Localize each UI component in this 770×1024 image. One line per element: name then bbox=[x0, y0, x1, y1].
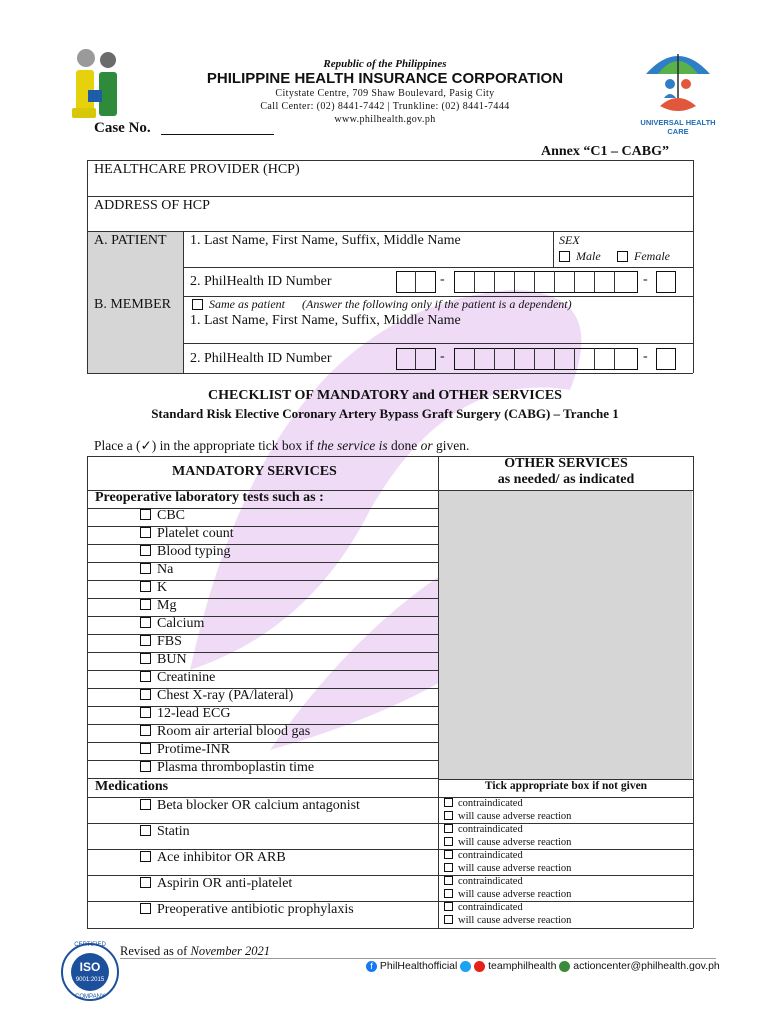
checkbox[interactable] bbox=[444, 915, 453, 924]
list-item[interactable]: Na bbox=[140, 562, 173, 578]
list-item[interactable]: Aspirin OR anti-platelet bbox=[140, 876, 292, 892]
checkbox[interactable] bbox=[140, 527, 151, 538]
hcp-field[interactable] bbox=[330, 162, 690, 194]
id-dash: - bbox=[643, 349, 648, 364]
patient-id-label: 2. PhilHealth ID Number bbox=[190, 274, 332, 289]
social-links bbox=[366, 960, 720, 972]
female-label: Female bbox=[634, 249, 670, 263]
iso-company-text: COMPANY bbox=[75, 994, 105, 1000]
checkbox[interactable] bbox=[444, 889, 453, 898]
reason-adverse-reaction[interactable]: will cause adverse reaction bbox=[444, 810, 571, 823]
other-services-area[interactable] bbox=[439, 490, 692, 779]
reason-contraindicated[interactable]: contraindicated bbox=[444, 901, 571, 914]
hcp-address-field[interactable] bbox=[240, 198, 690, 230]
list-item[interactable]: Beta blocker OR calcium antagonist bbox=[140, 798, 360, 814]
same-as-patient-option[interactable] bbox=[192, 297, 285, 312]
male-label: Male bbox=[576, 249, 601, 263]
checkbox[interactable] bbox=[140, 707, 151, 718]
checkbox[interactable] bbox=[140, 581, 151, 592]
list-item[interactable]: Mg bbox=[140, 598, 176, 614]
sex-label: SEX bbox=[559, 233, 580, 247]
patient-label: A. PATIENT bbox=[94, 233, 167, 248]
annex-label: Annex “C1 – CABG” bbox=[541, 144, 669, 159]
other-services-subheader: as needed/ as indicated bbox=[497, 472, 635, 487]
preop-label: Preoperative laboratory tests such as : bbox=[95, 490, 324, 505]
checkbox[interactable] bbox=[444, 850, 453, 859]
reason-contraindicated[interactable]: contraindicated bbox=[444, 849, 571, 862]
revised-note: Revised as of November 2021 bbox=[120, 944, 270, 958]
iso-number: 9001:2015 bbox=[75, 977, 105, 983]
id-dash: - bbox=[440, 349, 445, 364]
facebook-icon: f bbox=[366, 961, 377, 972]
list-item[interactable]: Statin bbox=[140, 824, 190, 840]
checkbox[interactable] bbox=[444, 902, 453, 911]
hcp-label: HEALTHCARE PROVIDER (HCP) bbox=[94, 162, 300, 177]
checkbox[interactable] bbox=[140, 689, 151, 700]
sex-male-option[interactable] bbox=[559, 249, 601, 264]
reason-contraindicated[interactable]: contraindicated bbox=[444, 797, 571, 810]
tick-if-not-given-label: Tick appropriate box if not given bbox=[484, 780, 648, 792]
same-as-patient-label: Same as patient bbox=[209, 297, 285, 311]
mandatory-services-header: MANDATORY SERVICES bbox=[172, 464, 337, 479]
checkbox[interactable] bbox=[192, 299, 203, 310]
email-icon bbox=[559, 961, 570, 972]
checkbox[interactable] bbox=[140, 545, 151, 556]
reason-adverse-reaction[interactable]: will cause adverse reaction bbox=[444, 914, 571, 927]
case-no-label: Case No. bbox=[94, 120, 151, 136]
list-item[interactable]: Room air arterial blood gas bbox=[140, 724, 310, 740]
list-item[interactable]: CBC bbox=[140, 508, 185, 524]
email-link[interactable]: actioncenter@philhealth.gov.ph bbox=[573, 960, 720, 972]
twitter-youtube-link[interactable]: teamphilhealth bbox=[488, 960, 557, 972]
list-item[interactable]: Preoperative antibiotic prophylaxis bbox=[140, 902, 354, 918]
checkbox[interactable] bbox=[444, 811, 453, 820]
list-item[interactable]: BUN bbox=[140, 652, 187, 668]
checkbox[interactable] bbox=[140, 599, 151, 610]
id-dash: - bbox=[643, 272, 648, 287]
patient-name-label: 1. Last Name, First Name, Suffix, Middle Name bbox=[190, 233, 461, 248]
checkbox[interactable] bbox=[140, 563, 151, 574]
member-name-label: 1. Last Name, First Name, Suffix, Middle Name bbox=[190, 313, 461, 328]
checkbox[interactable] bbox=[140, 671, 151, 682]
reason-adverse-reaction[interactable]: will cause adverse reaction bbox=[444, 888, 571, 901]
checkbox[interactable] bbox=[140, 761, 151, 772]
checkbox[interactable] bbox=[444, 837, 453, 846]
id-dash: - bbox=[440, 272, 445, 287]
list-item[interactable]: Plasma thromboplastin time bbox=[140, 760, 314, 776]
list-item[interactable]: Calcium bbox=[140, 616, 204, 632]
checklist-subtitle: Standard Risk Elective Coronary Artery Bypass Graft Surgery (CABG) – Tranche 1 bbox=[151, 406, 619, 421]
corporation-name: PHILIPPINE HEALTH INSURANCE CORPORATION bbox=[206, 70, 564, 87]
facebook-link[interactable]: PhilHealthofficial bbox=[379, 960, 458, 972]
checkbox[interactable] bbox=[140, 653, 151, 664]
checkbox[interactable] bbox=[140, 903, 151, 914]
list-item[interactable]: K bbox=[140, 580, 167, 596]
checkbox[interactable] bbox=[444, 876, 453, 885]
reason-adverse-reaction[interactable]: will cause adverse reaction bbox=[444, 836, 571, 849]
checkbox[interactable] bbox=[444, 824, 453, 833]
checkbox[interactable] bbox=[140, 825, 151, 836]
checkbox[interactable] bbox=[140, 799, 151, 810]
list-item[interactable]: FBS bbox=[140, 634, 182, 650]
uhc-logo-text: UNIVERSAL HEALTH CARE bbox=[640, 118, 716, 136]
instruction-text: Place a (✓) in the appropriate tick box if the service is done or given. bbox=[94, 438, 470, 453]
checkbox[interactable] bbox=[444, 798, 453, 807]
dependent-note: (Answer the following only if the patient is a dependent) bbox=[302, 297, 572, 311]
corporation-address: Citystate Centre, 709 Shaw Boulevard, Pasig City bbox=[275, 88, 495, 99]
iso-text: ISO bbox=[79, 960, 101, 974]
checkbox[interactable] bbox=[140, 635, 151, 646]
hcp-address-label: ADDRESS OF HCP bbox=[94, 198, 210, 213]
checkbox[interactable] bbox=[140, 617, 151, 628]
checkbox[interactable] bbox=[140, 725, 151, 736]
checkbox[interactable] bbox=[140, 851, 151, 862]
list-item[interactable]: Platelet count bbox=[140, 526, 234, 542]
list-item[interactable]: 12-lead ECG bbox=[140, 706, 230, 722]
twitter-icon bbox=[460, 961, 471, 972]
checkbox[interactable] bbox=[617, 251, 628, 262]
checklist-title: CHECKLIST OF MANDATORY and OTHER SERVICES bbox=[208, 388, 562, 403]
other-services-header: OTHER SERVICES bbox=[504, 456, 628, 471]
case-no-field[interactable] bbox=[161, 134, 274, 135]
republic-heading: Republic of the Philippines bbox=[323, 58, 447, 70]
reason-contraindicated[interactable]: contraindicated bbox=[444, 823, 571, 836]
reason-contraindicated[interactable]: contraindicated bbox=[444, 875, 571, 888]
website: www.philhealth.gov.ph bbox=[334, 114, 436, 125]
member-id-label: 2. PhilHealth ID Number bbox=[190, 351, 332, 366]
list-item[interactable]: Ace inhibitor OR ARB bbox=[140, 850, 286, 866]
list-item[interactable]: Protime-INR bbox=[140, 742, 230, 758]
list-item[interactable]: Blood typing bbox=[140, 544, 231, 560]
youtube-icon bbox=[474, 961, 485, 972]
list-item[interactable]: Chest X-ray (PA/lateral) bbox=[140, 688, 293, 704]
iso-certified-text: CERTIFIED bbox=[74, 942, 106, 948]
list-item[interactable]: Creatinine bbox=[140, 670, 215, 686]
medications-label: Medications bbox=[95, 779, 169, 794]
checkbox[interactable] bbox=[140, 877, 151, 888]
member-label: B. MEMBER bbox=[94, 297, 172, 312]
call-center: Call Center: (02) 8441-7442 | Trunkline: (02) 8441-7444 bbox=[260, 101, 510, 112]
checkbox[interactable] bbox=[140, 743, 151, 754]
reason-adverse-reaction[interactable]: will cause adverse reaction bbox=[444, 862, 571, 875]
checkbox[interactable] bbox=[140, 509, 151, 520]
checkbox[interactable] bbox=[559, 251, 570, 262]
sex-female-option[interactable] bbox=[617, 249, 670, 264]
checkbox[interactable] bbox=[444, 863, 453, 872]
